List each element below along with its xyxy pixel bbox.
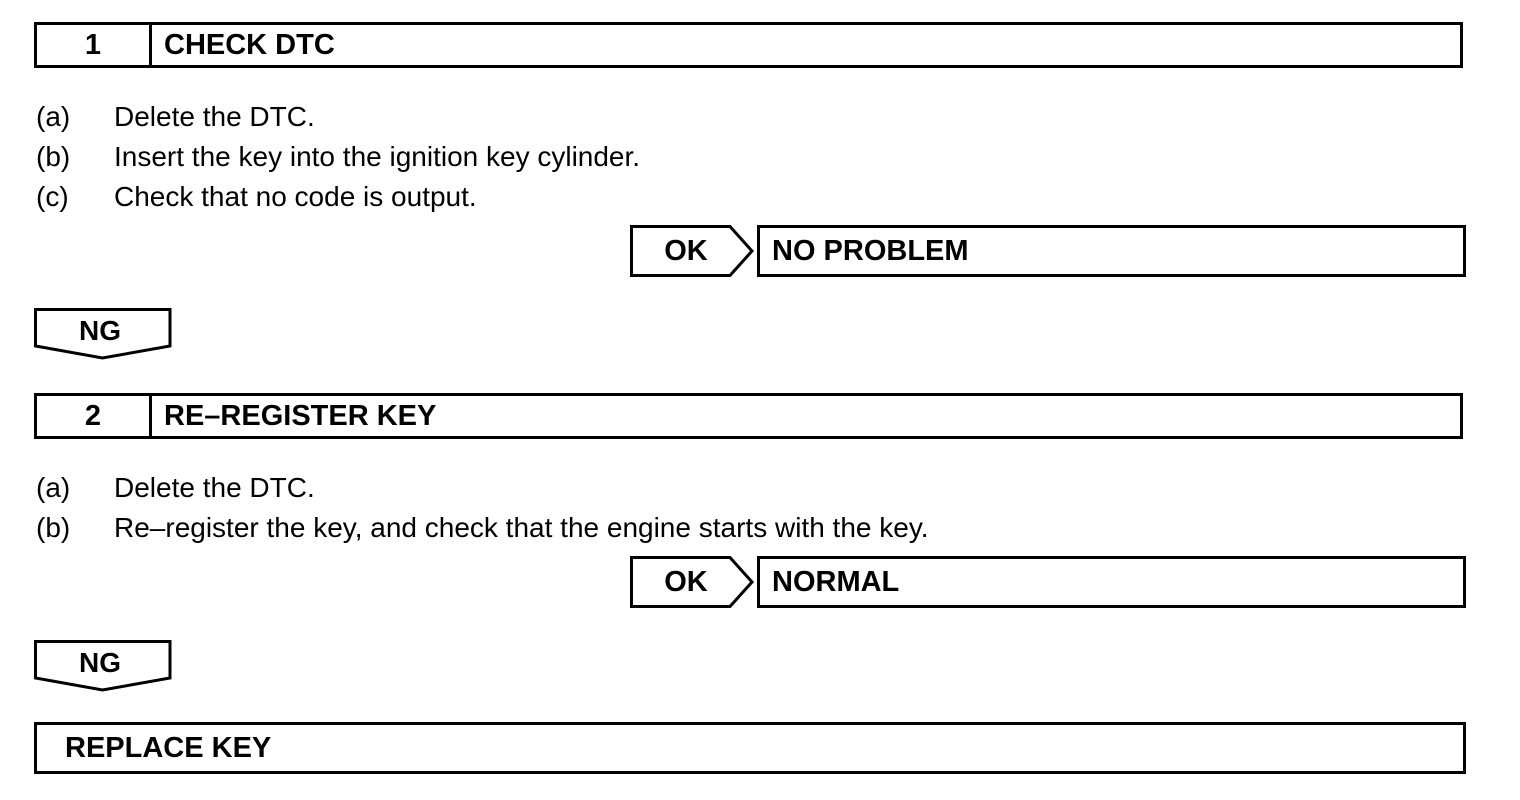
instruction-text: Insert the key into the ignition key cylinder. — [114, 141, 641, 172]
instruction-letter: (b) — [36, 512, 71, 543]
step-1-instruction-b — [36, 137, 640, 177]
step-2-instruction-b — [36, 508, 929, 548]
step-2-header — [34, 393, 1463, 439]
step-1-instruction-a — [36, 97, 315, 137]
step-1-number: 1 — [37, 25, 152, 65]
instruction-text: Check that no code is output. — [114, 181, 477, 212]
step-1-ng-label: NG — [79, 315, 121, 346]
step-1-instruction-c — [36, 177, 477, 217]
instruction-letter: (b) — [36, 141, 71, 172]
step-2-ok-label: OK — [664, 565, 708, 598]
step-2-ok-result: NORMAL — [757, 556, 1466, 608]
step-2-ng-label: NG — [79, 647, 121, 678]
step-2-number: 2 — [37, 396, 152, 436]
instruction-text: Re–register the key, and check that the engine starts with the key. — [114, 512, 929, 543]
step-1-title: CHECK DTC — [164, 28, 335, 61]
instruction-letter: (a) — [36, 472, 71, 503]
step-1-ok-label: OK — [664, 234, 708, 267]
step-2-instruction-a — [36, 468, 315, 508]
instruction-letter: (a) — [36, 101, 71, 132]
step-1-header — [34, 22, 1463, 68]
step-1-ok-result: NO PROBLEM — [757, 225, 1466, 277]
instruction-text: Delete the DTC. — [114, 472, 315, 503]
step-2-title: RE–REGISTER KEY — [164, 399, 437, 432]
instruction-letter: (c) — [36, 181, 69, 212]
final-action-box: REPLACE KEY — [34, 722, 1466, 774]
instruction-text: Delete the DTC. — [114, 101, 315, 132]
